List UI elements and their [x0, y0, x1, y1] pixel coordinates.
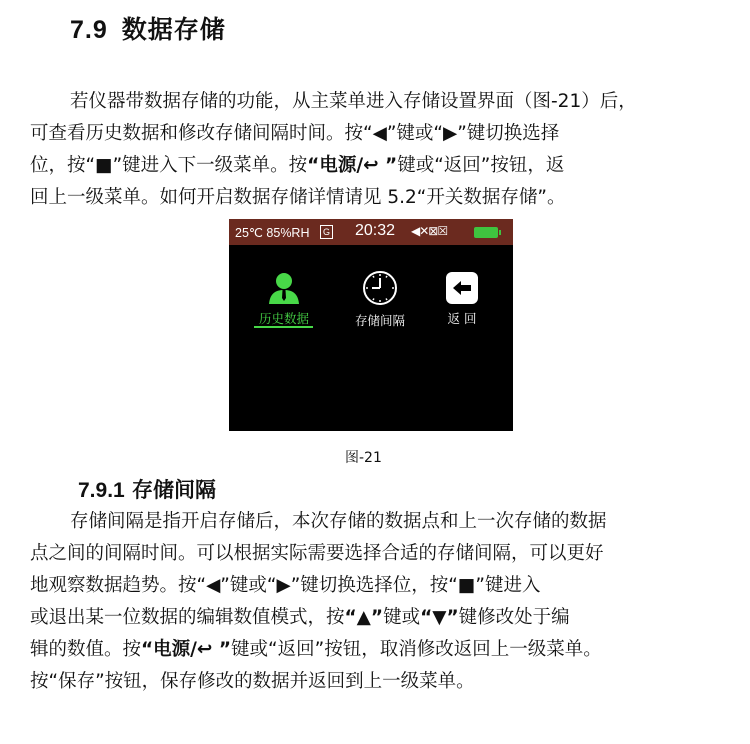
figure-caption: 图-21: [345, 450, 382, 466]
intro-paragraph: [30, 86, 682, 214]
text-run: 辑的数值。按: [30, 639, 142, 660]
intro-line: 回上一级菜单。如何开启数据存储详情请见 5.2“开关数据存储”。: [30, 187, 566, 208]
body-line: 存储间隔是指开启存储后，本次存储的数据点和上一次存储的数据: [70, 511, 607, 532]
down-key-text: “▼”: [420, 607, 459, 628]
intro-line: [30, 150, 682, 182]
intro-line: 若仪器带数据存储的功能，从主菜单进入存储设置界面（图-21）后，: [70, 91, 637, 112]
menu-label-back: 返 回: [447, 311, 477, 326]
text-run: 键修改处于编: [458, 607, 570, 628]
text-run: 或退出某一位数据的编辑数值模式，按: [30, 607, 345, 628]
menu-item-back[interactable]: [431, 271, 493, 327]
clock-time: 20:32: [355, 222, 396, 239]
section-title: 数据存储: [121, 15, 226, 44]
power-key-text: “电源/↩ ”: [141, 639, 232, 660]
text-run: 键或“返回”按钮，取消修改返回上一级菜单。: [231, 639, 602, 660]
clock-icon: [361, 269, 399, 307]
subsection-title: 存储间隔: [132, 478, 217, 502]
up-key-text: “▲”: [344, 607, 384, 628]
body-line: 按“保存”按钮，保存修改的数据并返回到上一级菜单。: [30, 671, 475, 692]
text-run: 键或“返回”按钮，返: [397, 155, 565, 176]
intro-line: 可查看历史数据和修改存储间隔时间。按“◀”键或“▶”键切换选择: [30, 123, 560, 144]
power-key-text: “电源/↩ ”: [307, 155, 398, 176]
selection-underline: [254, 326, 313, 328]
device-screen: [229, 219, 513, 431]
battery-icon: [474, 227, 498, 238]
body-line: [30, 602, 682, 634]
body-line: 地观察数据趋势。按“◀”键或“▶”键切换选择位，按“■”键进入: [30, 575, 541, 596]
status-icons: ◀✕⊠☒: [411, 224, 448, 238]
menu-item-history[interactable]: [251, 271, 317, 327]
interval-paragraph: [30, 506, 682, 698]
environment-readout: 25℃ 85%RH: [235, 226, 310, 240]
body-line: [30, 634, 682, 666]
text-run: 键或: [383, 607, 421, 628]
text-run: 位，按“■”键进入下一级菜单。按: [30, 155, 308, 176]
back-arrow-icon: [445, 271, 479, 305]
section-number: 7.9: [70, 16, 108, 44]
user-icon: [267, 271, 301, 305]
menu-label-history: 历史数据: [258, 311, 309, 326]
g-badge: G: [320, 225, 333, 239]
body-line: 点之间的间隔时间。可以根据实际需要选择合适的存储间隔，可以更好: [30, 543, 604, 564]
subsection-number: 7.9.1: [78, 479, 125, 502]
status-bar: [229, 219, 513, 245]
menu-label-interval: 存储间隔: [354, 313, 405, 328]
section-heading: [70, 10, 226, 46]
subsection-heading: [78, 474, 216, 504]
menu-item-interval[interactable]: [347, 269, 413, 329]
